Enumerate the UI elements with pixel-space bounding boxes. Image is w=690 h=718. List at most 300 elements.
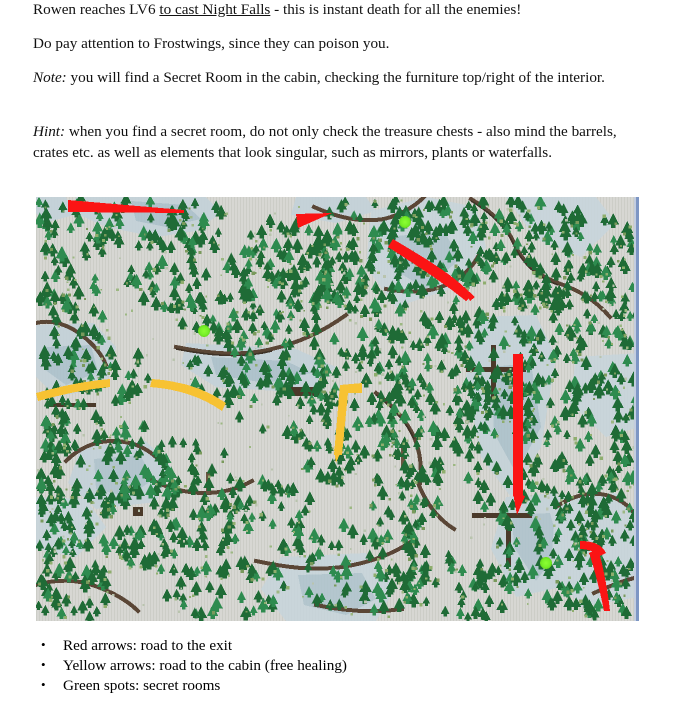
shrub-speckle [611, 580, 613, 582]
shrub-speckle [64, 616, 67, 619]
shrub-speckle [471, 246, 473, 248]
shrub-speckle [613, 303, 615, 305]
shrub-speckle [374, 373, 377, 376]
shrub-speckle [266, 341, 269, 344]
shrub-speckle [575, 542, 577, 544]
shrub-speckle [345, 606, 348, 609]
shrub-speckle [171, 508, 173, 510]
green-spot-west [198, 325, 210, 337]
paragraph-frostwings [33, 34, 647, 55]
shrub-speckle [55, 315, 57, 317]
shrub-speckle [156, 572, 158, 574]
shrub-speckle [574, 324, 576, 326]
shrub-speckle [95, 523, 98, 526]
shrub-speckle [377, 558, 380, 561]
shrub-speckle [511, 578, 514, 581]
shrub-speckle [59, 385, 61, 387]
shrub-speckle [86, 468, 88, 470]
shrub-speckle [510, 522, 513, 525]
shrub-speckle [62, 500, 65, 503]
shrub-speckle [475, 375, 477, 377]
shrub-speckle [421, 226, 424, 229]
shrub-speckle [485, 411, 487, 413]
shrub-speckle [539, 307, 542, 310]
shrub-speckle [575, 232, 577, 234]
shrub-speckle [416, 238, 419, 241]
shrub-speckle [513, 290, 516, 293]
shrub-speckle [46, 289, 49, 292]
shrub-speckle [252, 272, 255, 275]
shrub-speckle [96, 346, 99, 349]
shrub-speckle [527, 603, 529, 605]
shrub-speckle [50, 230, 52, 232]
shrub-speckle [350, 548, 352, 550]
shrub-speckle [330, 215, 333, 218]
shrub-speckle [127, 544, 129, 546]
shrub-speckle [309, 442, 312, 445]
shrub-speckle [431, 318, 434, 321]
shrub-speckle [398, 430, 400, 432]
shrub-speckle [606, 560, 608, 562]
shrub-speckle [388, 615, 390, 617]
shrub-speckle [102, 239, 105, 242]
shrub-speckle [430, 365, 433, 368]
shrub-speckle [579, 600, 582, 603]
shrub-speckle [202, 228, 204, 230]
shrub-speckle [231, 342, 234, 345]
shrub-speckle [297, 404, 299, 406]
shrub-speckle [398, 382, 400, 384]
shrub-speckle [112, 594, 114, 596]
shrub-speckle [255, 272, 257, 274]
shrub-speckle [206, 497, 209, 500]
shrub-speckle [249, 257, 252, 260]
shrub-speckle [456, 568, 458, 570]
shrub-speckle [454, 424, 457, 427]
shrub-speckle [387, 404, 390, 407]
shrub-speckle [551, 379, 554, 382]
shrub-speckle [78, 541, 80, 543]
shrub-speckle [237, 395, 240, 398]
shrub-speckle [485, 312, 489, 316]
shrub-speckle [52, 452, 55, 455]
shrub-speckle [553, 358, 556, 361]
shrub-speckle [103, 605, 106, 608]
shrub-speckle [110, 445, 112, 447]
shrub-speckle [126, 282, 128, 284]
paragraph-night-falls [33, 0, 647, 21]
shrub-speckle [259, 345, 262, 348]
shrub-speckle [207, 508, 209, 510]
shrub-speckle [623, 387, 625, 389]
shrub-speckle [101, 428, 103, 430]
shrub-speckle [334, 604, 337, 607]
shrub-speckle [518, 307, 521, 310]
shrub-speckle [106, 591, 108, 593]
shrub-speckle [556, 559, 558, 561]
shrub-speckle [389, 454, 392, 457]
shrub-speckle [545, 440, 547, 442]
shrub-speckle [107, 508, 110, 511]
shrub-speckle [426, 274, 429, 277]
shrub-speckle [627, 507, 630, 510]
shrub-speckle [329, 604, 331, 606]
shrub-speckle [298, 206, 300, 208]
shrub-speckle [556, 580, 559, 583]
shrub-speckle [574, 441, 577, 444]
shrub-speckle [349, 506, 352, 509]
shrub-speckle [580, 535, 583, 538]
shrub-speckle [481, 411, 484, 414]
shrub-speckle [389, 340, 391, 342]
shrub-speckle [138, 510, 140, 512]
shrub-speckle [622, 266, 625, 269]
shrub-speckle [335, 569, 337, 571]
shrub-speckle [394, 228, 396, 230]
shrub-speckle [540, 292, 542, 294]
shrub-speckle [600, 457, 603, 460]
shrub-speckle [71, 370, 74, 373]
shrub-speckle [542, 303, 545, 306]
shrub-speckle [98, 446, 101, 449]
shrub-speckle [262, 480, 264, 482]
shrub-speckle [448, 350, 451, 353]
shrub-speckle [264, 602, 266, 604]
shrub-speckle [334, 584, 336, 586]
legend-item-green-spots-label: Green spots: secret rooms [63, 677, 221, 694]
shrub-speckle [326, 248, 328, 250]
shrub-speckle [461, 328, 463, 330]
shrub-speckle [302, 332, 305, 335]
shrub-speckle [331, 283, 333, 285]
shrub-speckle [318, 357, 321, 360]
shrub-speckle [499, 388, 502, 391]
shrub-speckle [374, 484, 377, 487]
shrub-speckle [359, 259, 362, 262]
shrub-speckle [185, 250, 188, 253]
shrub-speckle [257, 330, 260, 333]
shrub-speckle [562, 231, 565, 234]
shrub-speckle [398, 582, 400, 584]
shrub-speckle [254, 233, 256, 235]
shrub-speckle [233, 522, 236, 525]
shrub-speckle [298, 290, 301, 293]
shrub-speckle [57, 325, 60, 328]
shrub-speckle [502, 307, 505, 310]
shrub-speckle [120, 416, 122, 418]
shrub-speckle [330, 399, 332, 401]
shrub-speckle [582, 301, 584, 303]
shrub-speckle [333, 389, 336, 392]
shrub-speckle [562, 459, 565, 462]
shrub-speckle [394, 465, 396, 467]
shrub-speckle [184, 485, 187, 488]
shrub-speckle [623, 314, 626, 317]
shrub-speckle [54, 547, 56, 549]
shrub-speckle [190, 367, 192, 369]
shrub-speckle [628, 568, 630, 570]
shrub-speckle [289, 316, 292, 319]
shrub-speckle [299, 556, 301, 558]
shrub-speckle [412, 543, 414, 545]
shrub-speckle [399, 261, 402, 264]
shrub-speckle [129, 402, 131, 404]
shrub-speckle [611, 530, 614, 533]
shrub-speckle [228, 525, 231, 528]
shrub-speckle [393, 455, 395, 457]
shrub-speckle [298, 521, 300, 523]
shrub-speckle [528, 463, 530, 465]
paragraph-2-text: Do pay attention to Frostwings, since they can poison you. [33, 35, 390, 52]
shrub-speckle [372, 237, 374, 239]
shrub-speckle [372, 454, 375, 457]
shrub-speckle [204, 575, 206, 577]
shrub-speckle [198, 518, 200, 520]
shrub-speckle [392, 441, 395, 444]
shrub-speckle [364, 530, 366, 532]
shrub-speckle [482, 222, 484, 224]
shrub-speckle [503, 286, 505, 288]
shrub-speckle [277, 591, 280, 594]
shrub-speckle [502, 420, 504, 422]
shrub-speckle [329, 392, 331, 394]
shrub-speckle [414, 588, 416, 590]
shrub-speckle [404, 601, 406, 603]
shrub-speckle [63, 210, 65, 212]
shrub-speckle [319, 378, 322, 381]
legend-item-red-arrows [63, 636, 647, 656]
shrub-speckle [255, 348, 257, 350]
shrub-speckle [71, 526, 73, 528]
shrub-speckle [87, 491, 89, 493]
shrub-speckle [402, 591, 404, 593]
shrub-speckle [222, 539, 224, 541]
shrub-speckle [332, 400, 334, 402]
shrub-speckle [212, 611, 215, 614]
shrub-speckle [360, 586, 363, 589]
shrub-speckle [220, 274, 222, 276]
shrub-speckle [51, 508, 53, 510]
shrub-speckle [560, 499, 563, 502]
shrub-speckle [118, 235, 120, 237]
shrub-speckle [433, 504, 436, 507]
shrub-speckle [472, 386, 474, 388]
shrub-speckle [573, 561, 575, 563]
shrub-speckle [116, 214, 118, 216]
shrub-speckle [429, 566, 432, 569]
shrub-speckle [454, 388, 457, 391]
shrub-speckle [109, 437, 111, 439]
shrub-speckle [205, 555, 208, 558]
shrub-speckle [453, 464, 455, 466]
shrub-speckle [566, 507, 569, 510]
shrub-speckle [584, 411, 587, 414]
shrub-speckle [472, 283, 475, 286]
shrub-speckle [191, 224, 194, 227]
shrub-speckle [300, 300, 302, 302]
shrub-speckle [174, 488, 176, 490]
shrub-speckle [349, 560, 351, 562]
shrub-speckle [355, 473, 357, 475]
shrub-speckle [323, 243, 326, 246]
shrub-speckle [59, 466, 62, 469]
shrub-speckle [132, 386, 134, 388]
shrub-speckle [270, 545, 272, 547]
shrub-speckle [125, 313, 127, 315]
shrub-speckle [330, 395, 333, 398]
shrub-speckle [289, 270, 292, 273]
shrub-speckle [509, 368, 511, 370]
shrub-speckle [119, 545, 121, 547]
shrub-speckle [597, 381, 600, 384]
shrub-speckle [599, 275, 602, 278]
shrub-speckle [319, 548, 321, 550]
shrub-speckle [242, 338, 245, 341]
shrub-speckle [567, 334, 570, 337]
shrub-speckle [507, 373, 510, 376]
shrub-speckle [509, 386, 512, 389]
shrub-speckle [425, 577, 427, 579]
shrub-speckle [96, 423, 98, 425]
shrub-speckle [584, 615, 587, 618]
shrub-speckle [341, 477, 343, 479]
shrub-speckle [410, 505, 413, 508]
shrub-speckle [385, 330, 387, 332]
shrub-speckle [376, 540, 378, 542]
shrub-speckle [544, 495, 546, 497]
shrub-speckle [107, 337, 110, 340]
shrub-speckle [155, 483, 157, 485]
shrub-speckle [543, 237, 546, 240]
shrub-speckle [419, 499, 422, 502]
shrub-speckle [355, 322, 357, 324]
shrub-speckle [605, 475, 608, 478]
shrub-speckle [311, 536, 313, 538]
shrub-speckle [587, 504, 589, 506]
shrub-speckle [440, 205, 442, 207]
shrub-speckle [561, 514, 564, 517]
shrub-speckle [403, 541, 405, 543]
shrub-speckle [208, 476, 211, 479]
shrub-speckle [405, 308, 407, 310]
shrub-speckle [255, 504, 258, 507]
shrub-speckle [605, 301, 607, 303]
shrub-speckle [582, 552, 585, 555]
shrub-speckle [110, 434, 112, 436]
shrub-speckle [530, 418, 533, 421]
shrub-speckle [530, 495, 532, 497]
shrub-speckle [161, 302, 164, 305]
shrub-speckle [139, 288, 142, 291]
shrub-speckle [93, 306, 95, 308]
shrub-speckle [614, 372, 616, 374]
shrub-speckle [49, 598, 52, 601]
shrub-speckle [222, 460, 224, 462]
shrub-speckle [305, 335, 307, 337]
shrub-speckle [97, 491, 99, 493]
shrub-speckle [266, 425, 269, 428]
shrub-speckle [537, 296, 539, 298]
shrub-speckle [532, 271, 535, 274]
shrub-speckle [66, 450, 69, 453]
shrub-speckle [345, 203, 348, 206]
shrub-speckle [356, 454, 358, 456]
shrub-speckle [539, 518, 541, 520]
shrub-speckle [332, 380, 334, 382]
shrub-speckle [496, 435, 499, 438]
shrub-speckle [529, 290, 531, 292]
shrub-speckle [102, 246, 104, 248]
green-spot-north [399, 216, 411, 228]
shrub-speckle [108, 354, 111, 357]
shrub-speckle [88, 580, 90, 582]
shrub-speckle [414, 554, 417, 557]
shrub-speckle [221, 258, 224, 261]
shrub-speckle [190, 379, 192, 381]
shrub-speckle [423, 209, 425, 211]
shrub-speckle [72, 257, 74, 259]
shrub-speckle [104, 234, 106, 236]
shrub-speckle [76, 399, 78, 401]
shrub-speckle [68, 575, 71, 578]
shrub-speckle [67, 596, 70, 599]
shrub-speckle [206, 344, 208, 346]
shrub-speckle [563, 276, 566, 279]
shrub-speckle [591, 522, 594, 525]
shrub-speckle [360, 315, 363, 318]
shrub-speckle [71, 313, 73, 315]
shrub-speckle [620, 245, 622, 247]
shrub-speckle [605, 273, 608, 276]
shrub-speckle [54, 302, 57, 305]
shrub-speckle [570, 474, 572, 476]
shrub-speckle [235, 476, 237, 478]
shrub-speckle [400, 200, 402, 202]
shrub-speckle [62, 539, 65, 542]
shrub-speckle [484, 517, 486, 519]
hint-text: when you find a secret room, do not only check the treasure chests - also mind the barrels, crates etc. as well as elements that look singular, such as mirrors, plants or waterfalls. [33, 123, 617, 161]
shrub-speckle [466, 358, 468, 360]
shrub-speckle [300, 319, 302, 321]
shrub-speckle [418, 582, 420, 584]
shrub-speckle [179, 219, 182, 222]
shrub-speckle [391, 446, 393, 448]
shrub-speckle [608, 336, 611, 339]
shrub-speckle [578, 523, 580, 525]
shrub-speckle [49, 511, 51, 513]
shrub-speckle [133, 535, 135, 537]
shrub-speckle [458, 394, 460, 396]
shrub-speckle [144, 385, 147, 388]
shrub-speckle [325, 371, 328, 374]
shrub-speckle [602, 340, 604, 342]
shrub-speckle [361, 279, 364, 282]
shrub-speckle [286, 271, 288, 273]
shrub-speckle [526, 434, 530, 438]
paragraph-note [33, 68, 647, 89]
shrub-speckle [324, 273, 326, 275]
shrub-speckle [477, 261, 479, 263]
shrub-speckle [344, 295, 346, 297]
shrub-speckle [86, 228, 88, 230]
shrub-speckle [61, 294, 65, 298]
shrub-speckle [543, 223, 546, 226]
shrub-speckle [295, 500, 297, 502]
paragraph-1-post: - this is instant death for all the enemies! [270, 1, 522, 18]
shrub-speckle [281, 485, 283, 487]
shrub-speckle [465, 218, 467, 220]
shrub-speckle [227, 328, 229, 330]
